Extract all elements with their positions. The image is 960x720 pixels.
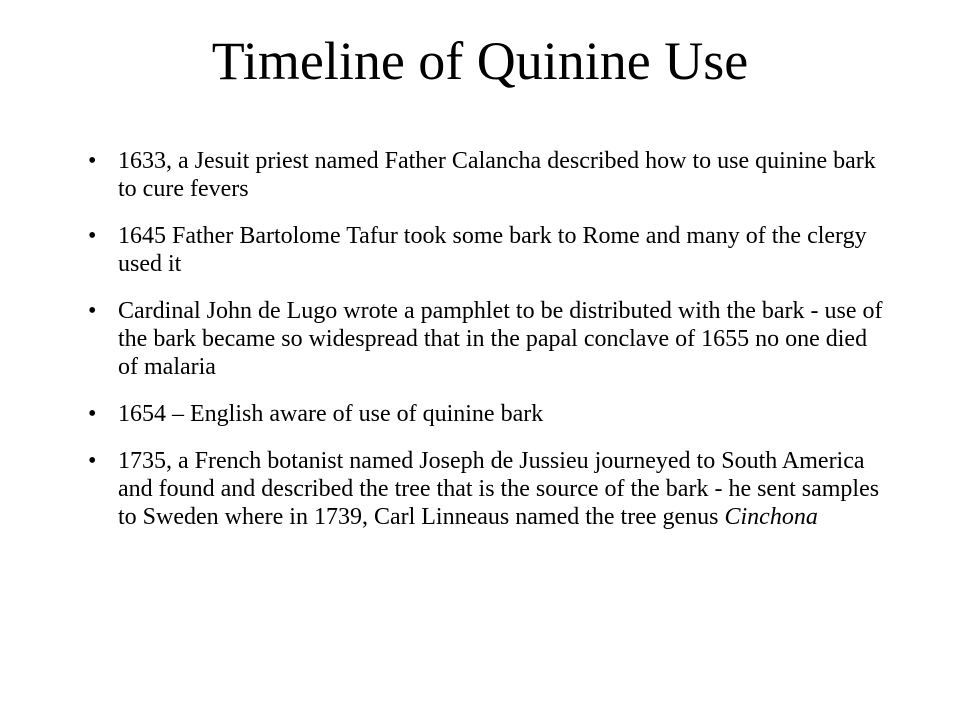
bullet-icon: • [88, 148, 97, 174]
genus-name: Cinchona [724, 504, 818, 530]
bullet-text-wrapper [118, 447, 888, 531]
bullet-icon: • [88, 298, 97, 324]
bullet-icon: • [88, 401, 97, 427]
bullet-text: 1654 – English aware of use of quinine bark [118, 401, 544, 427]
bullet-item [88, 147, 888, 203]
bullet-item [88, 222, 888, 278]
bullet-list [88, 147, 888, 550]
bullet-text: 1645 Father Bartolome Tafur took some bark to Rome and many of the clergy used it [118, 223, 867, 277]
bullet-item [88, 400, 888, 428]
slide-title: Timeline of Quinine Use [211, 31, 749, 91]
bullet-text: 1633, a Jesuit priest named Father Calancha described how to use quinine bark to cure fevers [118, 148, 876, 202]
bullet-icon: • [88, 223, 97, 249]
bullet-item [88, 447, 888, 531]
bullet-text: 1735, a French botanist named Joseph de Jussieu journeyed to South America and found and described the tree that is the source of the bark - he sent samples to Sweden where in 1739, Carl Linneaus named the tree genus [118, 448, 880, 530]
bullet-item [88, 297, 888, 381]
bullet-text: Cardinal John de Lugo wrote a pamphlet to be distributed with the bark - use of the bark became so widespread that in the papal conclave of 1655 no one died of malaria [118, 298, 883, 380]
bullet-icon: • [88, 448, 97, 474]
